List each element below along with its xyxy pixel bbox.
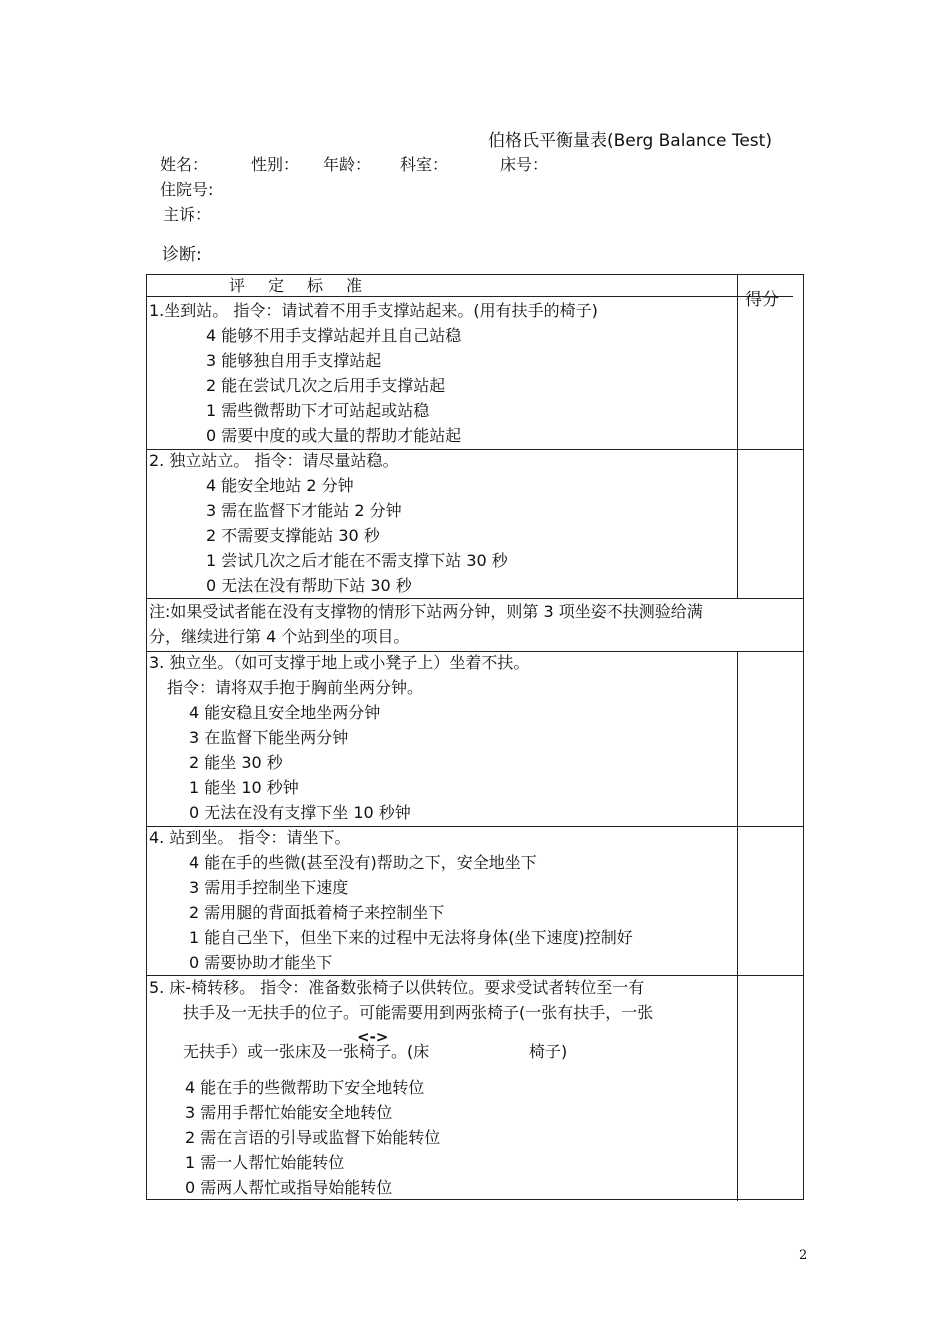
score-column-divider-top: [737, 275, 738, 598]
item3-option: 1 能坐 10 秒钟: [189, 778, 299, 797]
item2-option: 3 需在监督下才能站 2 分钟: [206, 501, 402, 520]
score-column-divider-bottom: [737, 651, 738, 1201]
field-name-label: 姓名：: [160, 155, 209, 174]
item1-option: 3 能够独自用手支撑站起: [206, 351, 382, 370]
item3-option: 4 能安稳且安全地坐两分钟: [189, 703, 381, 722]
item4-option: 4 能在手的些微(甚至没有)帮助之下，安全地坐下: [189, 853, 537, 872]
item5-option: 0 需两人帮忙或指导始能转位: [185, 1178, 393, 1197]
item5-option: 4 能在手的些微帮助下安全地转位: [185, 1078, 425, 1097]
row-divider-2: [147, 598, 803, 599]
item1-option: 4 能够不用手支撑站起并且自己站稳: [206, 326, 462, 345]
item4-option: 0 需要协助才能坐下: [189, 953, 333, 972]
field-department-label: 科室：: [400, 155, 449, 174]
item5-continuation-1: 扶手及一无扶手的位子。可能需要用到两张椅子(一张有扶手，一张: [183, 1003, 654, 1022]
item3-option: 3 在监督下能坐两分钟: [189, 728, 349, 747]
item5-continuation-2b: 椅子): [529, 1042, 568, 1061]
item1-title: 1.坐到站。 指令：请试着不用手支撑站起来。(用有扶手的椅子): [149, 301, 598, 320]
note-line-2: 分，继续进行第 4 个站到坐的项目。: [149, 627, 410, 646]
item4-option: 2 需用腿的背面抵着椅子来控制坐下: [189, 903, 445, 922]
page-number: 2: [799, 1248, 808, 1263]
item4-title: 4. 站到坐。 指令：请坐下。: [149, 828, 351, 847]
item5-title: 5. 床-椅转移。 指令：准备数张椅子以供转位。要求受试者转位至一有: [149, 978, 645, 997]
form-title: 伯格氏平衡量表(Berg Balance Test): [488, 131, 772, 151]
item5-option: 2 需在言语的引导或监督下始能转位: [185, 1128, 441, 1147]
field-admission-label: 住院号:: [160, 180, 214, 199]
field-diagnosis-label: 诊断:: [162, 245, 202, 265]
item3-title: 3. 独立坐。（如可支撑于地上或小凳子上）坐着不扶。: [149, 653, 530, 672]
item5-continuation-2: 无扶手）或一张床及一张椅子。(床: [183, 1042, 430, 1061]
item4-option: 1 能自己坐下，但坐下来的过程中无法将身体(坐下速度)控制好: [189, 928, 633, 947]
item5-option: 1 需一人帮忙始能转位: [185, 1153, 345, 1172]
item2-option: 1 尝试几次之后才能在不需支撑下站 30 秒: [206, 551, 508, 570]
item3-instruction: 指令：请将双手抱于胸前坐两分钟。: [167, 678, 424, 697]
field-complaint-label: 主诉：: [163, 205, 212, 224]
item1-option: 1 需些微帮助下才可站起或站稳: [206, 401, 430, 420]
criteria-column-header: 评定标准: [229, 276, 386, 295]
item1-option: 2 能在尝试几次之后用手支撑站起: [206, 376, 446, 395]
assessment-table: [146, 274, 804, 1200]
item4-option: 3 需用手控制坐下速度: [189, 878, 349, 897]
note-line-1: 注:如果受试者能在没有支撑物的情形下站两分钟，则第 3 项坐姿不扶测验给满: [149, 602, 703, 621]
field-bed-label: 床号：: [500, 155, 549, 174]
item3-option: 2 能坐 30 秒: [189, 753, 283, 772]
transfer-arrow-icon: <->: [357, 1028, 389, 1046]
score-column-header: 得分: [745, 290, 779, 310]
item3-option: 0 无法在没有支撑下坐 10 秒钟: [189, 803, 411, 822]
item2-title: 2. 独立站立。 指令：请尽量站稳。: [149, 451, 399, 470]
item2-option: 0 无法在没有帮助下站 30 秒: [206, 576, 412, 595]
field-gender-label: 性别：: [251, 155, 300, 174]
row-divider-5: [147, 975, 803, 976]
item1-option: 0 需要中度的或大量的帮助才能站起: [206, 426, 462, 445]
item2-option: 4 能安全地站 2 分钟: [206, 476, 354, 495]
field-age-label: 年龄：: [323, 155, 372, 174]
item5-option: 3 需用手帮忙始能安全地转位: [185, 1103, 393, 1122]
item2-option: 2 不需要支撑能站 30 秒: [206, 526, 380, 545]
